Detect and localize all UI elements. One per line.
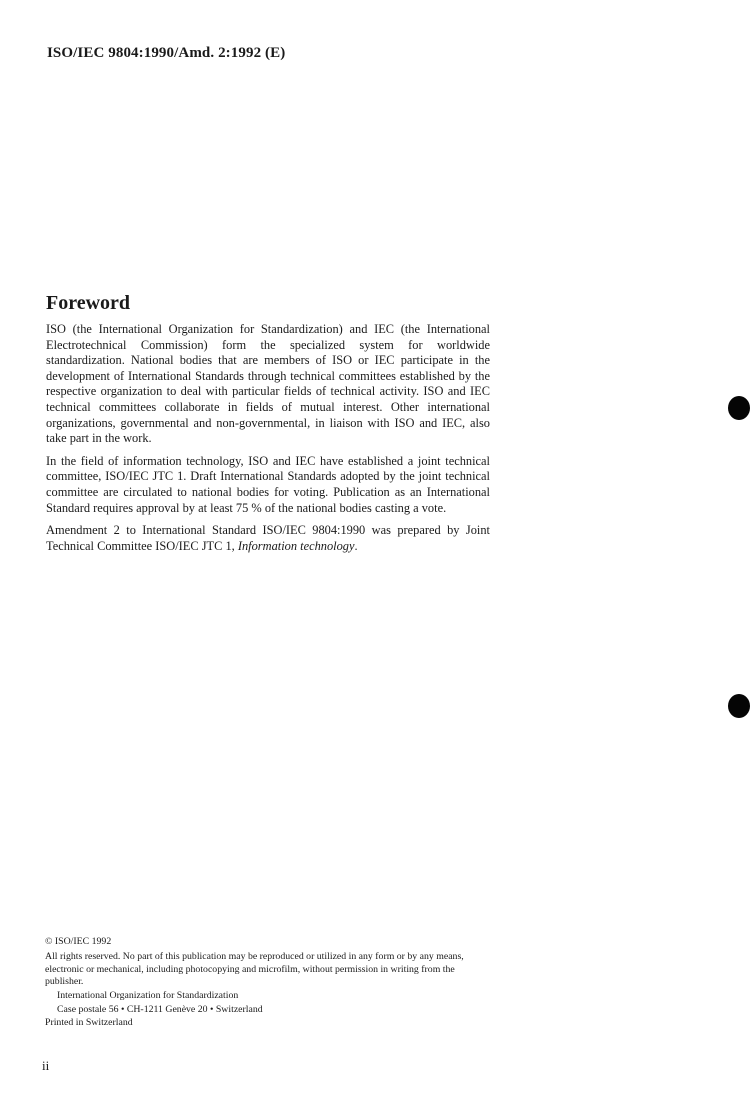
publisher-org: International Organization for Standardization (57, 990, 239, 1002)
committee-title: Information technology (237, 538, 355, 553)
copyright-line: © ISO/IEC 1992 (45, 936, 112, 947)
printed-in: Printed in Switzerland (45, 1016, 133, 1028)
foreword-paragraph-3 (46, 523, 490, 554)
paragraph-3-end: . (354, 538, 358, 553)
foreword-paragraph-2: In the field of information technology, ISO and IEC have established a joint technical committee, ISO/IEC JTC 1. Draft International Standards adopted by the joint technical committee are circulated to national bodies for voting. Publication as an International Standard requires approval by at least 75 % of the national bodies casting a vote. (46, 453, 490, 515)
paragraph-3-text: Amendment 2 to International Standard ISO/IEC 9804:1990 was prepared by Joint Technical Committee ISO/IEC JTC 1, (46, 523, 490, 553)
foreword-paragraph-1: ISO (the International Organization for Standardization) and IEC (the International Electrotechnical Commission) form the specialized system for worldwide standardization. National bodies that are members of ISO or IEC participate in the development of International Standards through technical committees established by the respective organization to deal with particular fields of technical activity. ISO and IEC technical committees collaborate in fields of mutual interest. Other international organizations, governmental and non-governmental, in liaison with ISO and IEC, also take part in the work. (46, 322, 490, 446)
punch-hole-icon (728, 396, 750, 420)
foreword-heading: Foreword (46, 292, 131, 314)
document-header: ISO/IEC 9804:1990/Amd. 2:1992 (E) (47, 45, 286, 61)
page-number: ii (42, 1058, 50, 1073)
rights-notice: All rights reserved. No part of this publication may be reproduced or utilized in any form or by any means, electronic or mechanical, including photocopying and microfilm, without permission in writing from the publisher. (45, 950, 464, 988)
publisher-address: Case postale 56 • CH-1211 Genève 20 • Switzerland (57, 1003, 263, 1015)
foreword-body (46, 322, 490, 561)
copyright-block (45, 936, 495, 1030)
punch-hole-icon (728, 694, 750, 718)
